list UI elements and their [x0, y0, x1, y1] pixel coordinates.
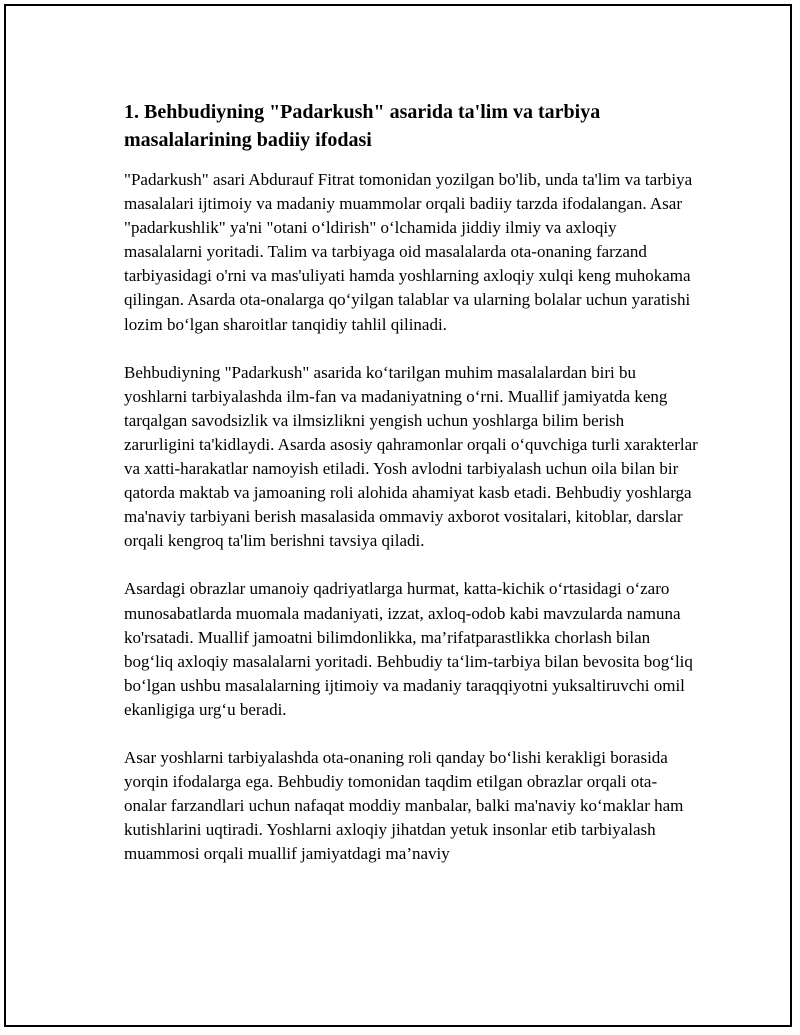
paragraph-3: Asardagi obrazlar umanoiy qadriyatlarga hurmat, katta-kichik o‘rtasidagi o‘zaro munosabatlarda muomala madaniyati, izzat, axloq-odob kabi mavzularda namuna ko'rsatadi. Muallif jamoatni bilimdonlikka, ma’rifatparastlikka chorlash bilan bog‘liq axloqiy masalalarni yoritadi. Behbudiy ta‘lim-tarbiya bilan bevosita bog‘liq bo‘lgan ushbu masalalarning ijtimoiy va madaniy taraqqiyotni yuksaltiruvchi omil ekanligiga urg‘u beradi.	[124, 579, 693, 719]
page-frame	[4, 4, 792, 1027]
document-body	[124, 98, 699, 890]
paragraph-4: Asar yoshlarni tarbiyalashda ota-onaning roli qanday bo‘lishi kerakligi borasida yorqin ifodalarga ega. Behbudiy tomonidan taqdim etilgan obrazlar orqali ota-onalar farzandlari uchun nafaqat moddiy manbalar, balki ma'naviy ko‘maklar ham kutishlarini uqtiradi. Yoshlarni axloqiy jihatdan yetuk insonlar etib tarbiyalash muammosi orqali muallif jamiyatdagi ma’naviy	[124, 747, 684, 864]
section-heading: 1. Behbudiyning "Padarkush" asarida ta'lim va tarbiya masalalarining badiiy ifodasi	[124, 101, 601, 151]
paragraph-1: "Padarkush" asari Abdurauf Fitrat tomonidan yozilgan bo'lib, unda ta'lim va tarbiya masalalari ijtimoiy va madaniy muammolar orqali badiiy tarzda ifodalangan. Asar "padarkushlik" ya'ni "otani o‘ldirish" o‘lchamida jiddiy ilmiy va axloqiy masalalarni yoritadi. Talim va tarbiyaga oid masalalarda ota-onaning farzand tarbiyasidagi o'rni va mas'uliyati hamda yoshlarning axloqiy xulqi keng muhokama qilingan. Asarda ota-onalarga qo‘yilgan talablar va ularning bolalar uchun yaratishi lozim bo‘lgan sharoitlar tanqidiy tahlil qilinadi.	[124, 170, 693, 334]
paragraph-2: Behbudiyning "Padarkush" asarida ko‘tarilgan muhim masalalardan biri bu yoshlarni tarbiyalashda ilm-fan va madaniyatning o‘rni. Muallif jamiyatda keng tarqalgan savodsizlik va ilmsizlikni yengish uchun yoshlarga bilim berish zarurligini ta'kidlaydi. Asarda asosiy qahramonlar orqali o‘quvchiga turli xarakterlar va xatti-harakatlar namoyish etiladi. Yosh avlodni tarbiyalash uchun oila bilan bir qatorda maktab va jamoaning roli alohida ahamiyat kasb etadi. Behbudiy yoshlarga ma'naviy tarbiyani berish masalasida ommaviy axborot vositalari, kitoblar, darslar orqali kengroq ta'lim berishni tavsiya qiladi.	[124, 362, 698, 551]
